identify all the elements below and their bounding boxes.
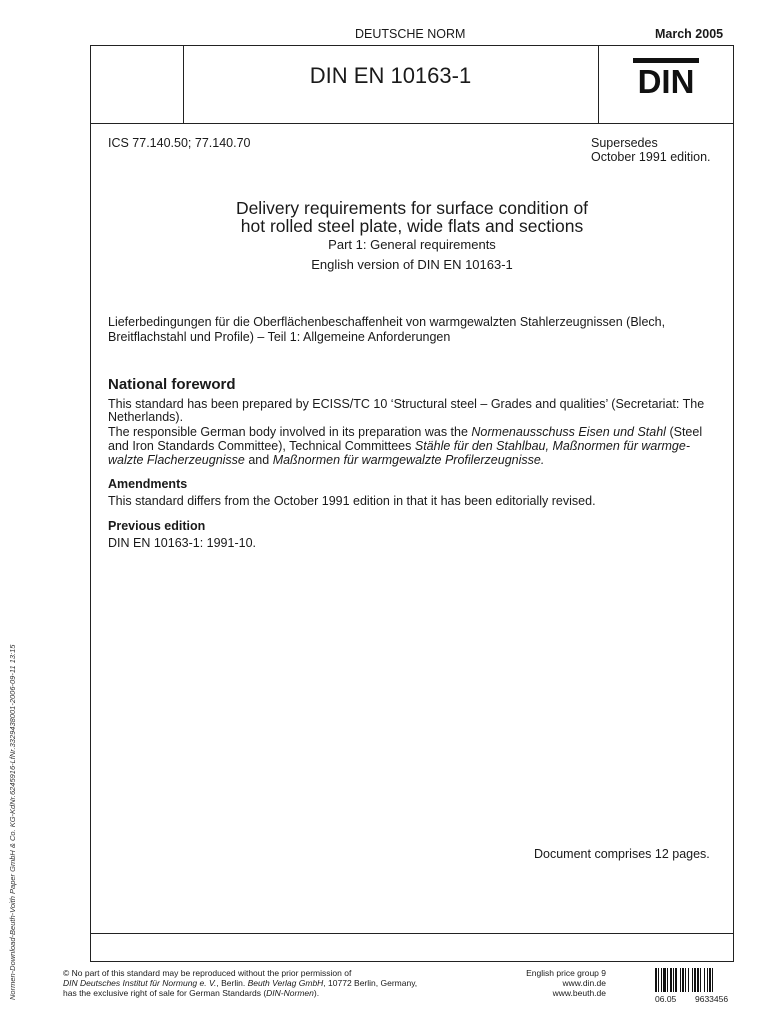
amendments-text: This standard differs from the October 1991 edition in that it has been editorially revised.	[108, 494, 596, 508]
german-title-line-1: Lieferbedingungen für die Oberflächenbeschaffenheit von warmgewalzten Stahlerzeugnissen (Blech,	[108, 315, 666, 329]
foreword-p2-line-2: and Iron Standards Committee), Technical Committees Stähle für den Stahlbau, Maßnormen für warmge-	[108, 439, 690, 453]
download-watermark: Normen-Download-Beuth-Voith Paper GmbH & Co. KG-KdNr.6245916-LfNr.3329438001-2006-09-11 13:15	[8, 644, 17, 1000]
barcode-code-right: 9633456	[695, 994, 729, 1004]
foreword-p1-line-1: This standard has been prepared by ECISS/TC 10 ‘Structural steel – Grades and qualities’ (Secretariat: The	[108, 397, 705, 411]
foreword-p1-line-2: Netherlands).	[108, 410, 184, 424]
din-logo-text: DIN	[637, 63, 695, 96]
previous-edition-text: DIN EN 10163-1: 1991-10.	[108, 536, 257, 550]
title-version: English version of DIN EN 10163-1	[311, 257, 513, 272]
price-group: English price group 9	[526, 968, 606, 978]
title-line-1: Delivery requirements for surface condition of	[235, 198, 589, 218]
din-website: www.din.de	[562, 978, 606, 988]
ics-code: ICS 77.140.50; 77.140.70	[108, 136, 251, 150]
supersedes-label: Supersedes	[591, 136, 658, 150]
foreword-p2-line-1: The responsible German body involved in its preparation was the Normenausschuss Eisen und Stahl (Steel	[108, 425, 703, 439]
footer-rule	[90, 933, 734, 934]
german-title-line-2: Breitflachstahl und Profile) – Teil 1: Allgemeine Anforderungen	[108, 330, 451, 344]
title-part: Part 1: General requirements	[328, 237, 496, 252]
header-label: DEUTSCHE NORM	[355, 27, 466, 41]
foreword-heading: National foreword	[108, 376, 236, 393]
supersedes-edition: October 1991 edition.	[591, 150, 711, 164]
barcode-code-left: 06.05	[655, 994, 677, 1004]
page-count-note: Document comprises 12 pages.	[534, 847, 710, 861]
header-date: March 2005	[655, 27, 724, 41]
previous-edition-heading: Previous edition	[108, 519, 206, 533]
din-logo-icon	[633, 58, 699, 96]
din-logo	[598, 58, 734, 96]
document-number: DIN EN 10163-1	[309, 63, 472, 88]
copyright-line-3: has the exclusive right of sale for German Standards (DIN-Normen).	[63, 988, 320, 998]
barcode-icon	[655, 968, 733, 992]
beuth-website: www.beuth.de	[552, 988, 606, 998]
amendments-heading: Amendments	[108, 477, 188, 491]
foreword-p2-line-3: walzte Flacherzeugnisse and Maßnormen für warmgewalzte Profilerzeugnisse.	[108, 453, 545, 467]
header-rule	[90, 123, 734, 124]
copyright-line-2: DIN Deutsches Institut für Normung e. V., Berlin. Beuth Verlag GmbH, 10772 Berlin, Germany,	[63, 978, 418, 988]
title-line-2: hot rolled steel plate, wide flats and sections	[240, 216, 584, 236]
copyright-line-1: © No part of this standard may be reproduced without the prior permission of	[63, 968, 352, 978]
